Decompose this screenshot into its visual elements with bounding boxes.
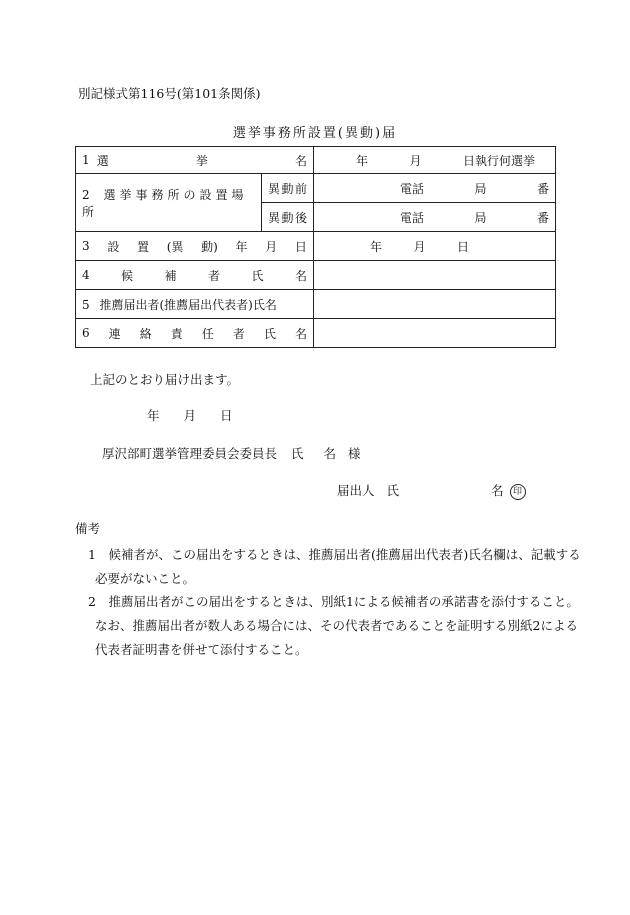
table-row-recommender-name: [76, 290, 556, 319]
field-location-before[interactable]: 電話 局 番: [314, 174, 556, 203]
statement-text: 上記のとおり届け出ます。: [90, 372, 240, 387]
note-line: なお、推薦届出者が数人ある場合には、その代表者であることを証明する別紙2による: [95, 618, 578, 633]
table-row-candidate-name: [76, 261, 556, 290]
field-candidate-name[interactable]: [314, 261, 556, 290]
field-establishment-date[interactable]: 年 月 日: [314, 232, 556, 261]
field-location-after[interactable]: 電話 局 番: [314, 203, 556, 232]
table-row-office-location-before: [76, 174, 556, 203]
seal-mark: 印: [510, 484, 526, 500]
form-reference: 別記様式第116号(第101条関係): [78, 86, 261, 101]
label-recommender-name: 5 推薦届出者(推薦届出代表者)氏名: [76, 290, 314, 319]
submission-date: 年 月 日: [147, 408, 233, 423]
label-office-location: 2 選挙事務所の設置場所: [76, 174, 262, 232]
table-row-establishment-date: [76, 232, 556, 261]
label-contact-person: 6 連 絡 責 任 者 氏 名: [76, 319, 314, 348]
table-row-election-name: [76, 147, 556, 174]
notes-heading: 備考: [75, 521, 101, 536]
note-line: 1 候補者が、この届出をするときは、推薦届出者(推薦届出代表者)氏名欄は、記載する: [88, 547, 581, 562]
submitter-line: 届出人 氏 名 印: [337, 481, 526, 500]
label-establishment-date: 3 設 置 (異 動) 年 月 日: [76, 232, 314, 261]
table-row-contact-person: [76, 319, 556, 348]
label-candidate-name: 4 候 補 者 氏 名: [76, 261, 314, 290]
addressee: 厚沢部町選挙管理委員会委員長 氏 名 様: [102, 446, 361, 461]
label-before-change: 異 動 前: [262, 174, 314, 203]
notification-form-table: [75, 146, 556, 348]
label-election-name: 1 選 挙 名: [76, 147, 314, 174]
field-recommender-name[interactable]: [314, 290, 556, 319]
note-line: 必要がないこと。: [95, 571, 196, 586]
note-line: 代表者証明書を併せて添付すること。: [95, 642, 308, 657]
field-election-name[interactable]: 年 月 日執行何選挙: [314, 147, 556, 174]
note-line: 2 推薦届出者がこの届出をするときは、別紙1による候補者の承諾書を添付すること。: [88, 594, 579, 609]
field-contact-person[interactable]: [314, 319, 556, 348]
label-after-change: 異 動 後: [262, 203, 314, 232]
form-title: 選挙事務所設置(異動)届: [232, 126, 398, 141]
